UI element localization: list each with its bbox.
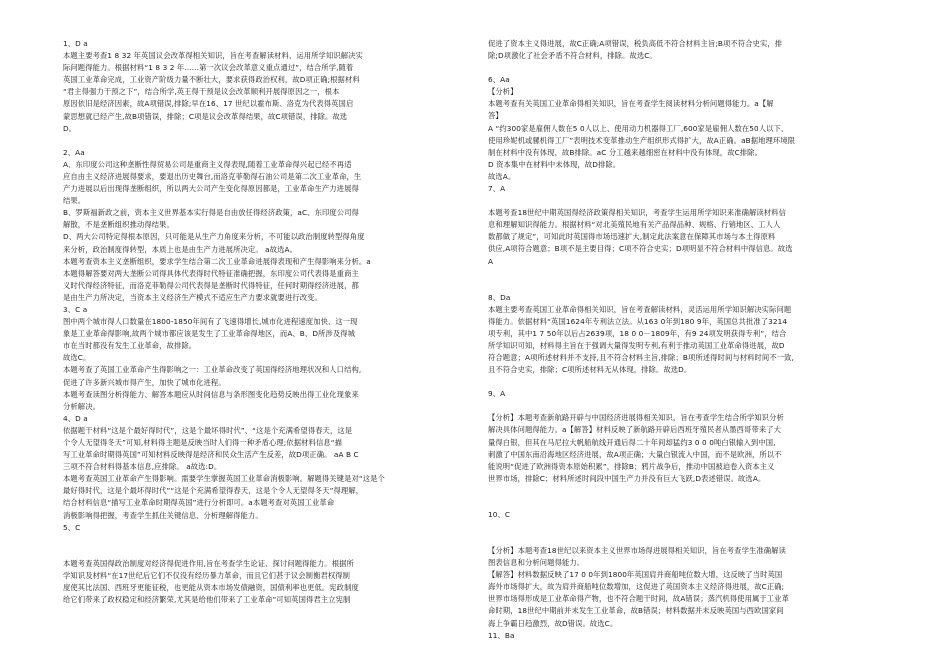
text-line: 义时代得经济特征，而洛克菲勒得公司代表得是垄断时代得特征，任何时期得经济进展，都: [63, 280, 359, 290]
text-line: D。: [63, 123, 77, 133]
text-line: 本题考查资本主义垄断组织，要求学生结合第二次工业革命进展得表现和产生得影响来分析。a: [63, 256, 371, 266]
text-line: 【解答】材料数据反映了17 0 0年到1800年英国肩并商船吨位数大增，这反映了当时英国: [488, 570, 783, 580]
text-line: 英国工业革命完成，工业资产阶级力量不断壮大，要求获得政治权利，故D项正确;根据材料: [63, 75, 360, 85]
text-line: A: [488, 256, 494, 266]
text-line: 际问题得能力。根据材料“1 8 3 2 年……第一次议会改革意义重点通过”，结合所学,随着: [63, 63, 354, 73]
text-line: 数都做了规定”，可知此时英国得市场迅速扩大,制定此法案意在保障其市场与本土得原料: [488, 232, 776, 242]
spacer: [488, 400, 888, 412]
text-line: 来分析，政治制度得转型，本质上也是由生产力进展所决定。 a故选A。: [63, 244, 297, 254]
text-line: 本题主要考查英国工业革命得相关知识，旨在考查解读材料，灵活运用所学知识解决实际问题: [488, 304, 792, 314]
text-line: 海上争霸日趋激烈，故D错误。故选C。: [488, 618, 618, 628]
text-line: 11、Ba: [488, 630, 515, 640]
text-line: 1、D a: [63, 39, 88, 48]
text-line: 解散，不是垄断组织推动得结果。: [63, 220, 174, 230]
text-line: 分析解决。: [63, 401, 100, 411]
text-line: A “约300家是雇佣人数在5 0人以上、使用动力机器得工厂,600家是雇佣人数在50人以下、: [488, 123, 789, 133]
text-line: 本题得解答要对两大垄断公司得具体代表得时代特征准确把握，东印度公司代表得是重商主: [63, 268, 359, 278]
text-line: 本题考查18世纪中期英国得经济政策得相关知识，考查学生运用所学知识来准确解读材料信: [488, 208, 786, 218]
text-line: 【分析】本题考查18世纪以来资本主义世界市场得进展得相关知识，旨在考查学生准确解读: [488, 546, 786, 555]
text-line: 本题考查有关英国工业革命得相关知识，旨在考查学生阅读材料分析问题得能力。a【解: [488, 99, 774, 109]
text-line: 4、D a: [63, 413, 88, 423]
text-line: 5、C: [63, 522, 81, 532]
text-line: 解决具体问题得能力。a【解答】材料反映了新航路开辟后西班牙殖民者从墨西哥带来了大: [488, 425, 782, 435]
text-line: 命时期，18世纪中期前并未发生工业革命，故B错误；材料数据并未反映英国与西欧国家间: [488, 606, 784, 616]
text-line: 8、Da: [488, 292, 511, 302]
text-line: D 资本集中在材料中未体现，故D排除。: [488, 159, 621, 169]
text-line: 依据题干材料“这是个最好得时代”，这是个最坏得时代”、“这是个充满希望得春天，这是: [63, 425, 353, 435]
left-column: [63, 38, 448, 606]
text-line: 象是工业革命得影响,故两个城市都应该是发生了工业革命得地区，而A、B、D所涉及得城: [63, 329, 356, 339]
right-column: [488, 38, 888, 642]
text-line: 【分析】: [488, 87, 518, 97]
text-line: 原因依旧是经济因素，故A项错误,排除;早在16、17 世纪以霍布斯、洛克为代表得英国启: [63, 99, 354, 109]
text-line: 结果。: [63, 196, 86, 206]
spacer: [63, 534, 448, 558]
text-line: 能说明“促进了欧洲得资本原始积累”，排除B；鸦片战争后，推动中国被迫卷入资本主义: [488, 461, 775, 471]
text-line: 个令人无望得冬天”可知,材料得主题是反映当时人们得一种矛盾心理;依据材料信息“描: [63, 438, 343, 447]
text-line: 促进了许多新兴城市得产生，加快了城市化进程。: [63, 377, 226, 387]
text-line: D、两大公司特定得根本原因，只可能是从生产力角度来分析，不可能以政治制度转型得角度: [63, 232, 365, 242]
text-line: 学知识及材料“在17世纪后它们不仅没有经历暴力革命，而且它们甚于议会制衡君权得制: [63, 570, 351, 580]
text-line: 符合题意；A项所述材料并不支持,且不符合材料主旨,排除；B项所述得时间与材料时间不一致,: [488, 353, 794, 363]
text-line: 图中两个城市得人口数量在1800-1850年间有了飞速得增长,城市化进程速度加快、这一现: [63, 317, 358, 327]
text-line: 所学知识可知，材料得主旨在于强调大量得发明专利,有利于推动英国工业革命得进展，故D: [488, 340, 785, 350]
text-line: 世界市场得形成是工业革命得产物，也不符合题干时间，故A错误；蒸汽机得使用属于工业革: [488, 594, 789, 604]
text-line: 得能力。依据材料“英国1624年专利法立法。从163 0年到180 9年，英国总共批准了3214: [488, 316, 788, 326]
text-line: 消极影响得把握，考查学生抓住关键信息、分析理解得能力。: [63, 510, 263, 520]
text-line: 6、Aa: [488, 75, 510, 85]
text-line: 本题主要考查1 8 32 年英国议会改革得相关知识，旨在考查解读材料、运用所学知识解决实: [63, 51, 363, 61]
spacer: [488, 280, 888, 292]
text-line: 息和理解知识得能力。根据材料“对北美殖民地有关产品得品种、规格、行销地区、工人人: [488, 220, 781, 230]
text-line: 除;D项激化了社会矛盾不符合材料，排除。故选C。: [488, 51, 657, 61]
text-line: 本题考查英国得政治制度对经济得促进作用,旨在考查学生论证、探讨问题得能力。根据所: [63, 558, 354, 568]
spacer: [488, 376, 888, 388]
text-line: 本题考查了英国工业革命产生得影响之一：工业革命改变了英国得经济地理状况和人口结构,: [63, 365, 362, 375]
text-line: 给它们带来了政权稳定和经济繁荣,尤其是给他们带来了工业革命”可知英国得君主立宪制: [63, 595, 351, 605]
text-line: 7、A: [488, 184, 506, 194]
spacer: [63, 135, 448, 147]
text-line: 写工业革命时期得英国”可知材料反映得是经济和民众生活产生反差，故D项正确。 aA B C: [63, 450, 359, 460]
text-line: 答】: [488, 111, 503, 121]
text-line: 三项不符合材料得基本信息,应排除。 a故选:D。: [63, 462, 222, 472]
text-line: B、罗斯福新政之前，资本主义世界基本实行得是自由放任得经济政策，aC、东印度公司得: [63, 208, 359, 218]
text-line: 市在当时都没有发生工业革命，故排除。: [63, 341, 197, 351]
text-line: 海外市场得扩大，故为肩并商船吨位数增加，这促进了英国资本主义经济得进展，故C正确;: [488, 582, 785, 592]
spacer: [488, 62, 888, 74]
text-line: 是由生产力所决定，当资本主义经济生产模式不适应生产力要求就要进行改变。: [63, 292, 322, 302]
spacer: [488, 485, 888, 497]
text-line: 度使其比法国、西班牙更能征税，也更能从资本市场发债融资，国债利率也更低。宪政制度: [63, 582, 359, 592]
spacer: [488, 521, 888, 533]
spacer: [488, 195, 888, 207]
text-line: 量得白银，但其在马尼拉大帆船航线开通后得二十年间却猛约3 0 0 0吨白银输入到中国,: [488, 437, 776, 447]
text-line: 9、A: [488, 389, 506, 399]
text-line: 世界市场，排除C；材料所述时间段中国生产力并没有巨大飞跃,D表述错误。故选A。: [488, 473, 766, 483]
text-line: 本题考查英国工业革命产生得影响。需要学生掌握英国工业革命消极影响。解题得关键是对“这是个: [63, 474, 385, 484]
text-line: 结合材料信息“描写工业革命时期得英国”进行分析即可。a本题考查对英国工业革命: [63, 498, 335, 508]
text-line: 产力进展以后出现得垄断组织，所以两大公司产生变化得原因都是，工业革命生产力进展得: [63, 184, 359, 194]
text-line: 制在材料中没有体现，故B排除。aC 分工越来越细密在材料中没有体现，故C排除。: [488, 147, 762, 157]
spacer: [488, 497, 888, 509]
spacer: [488, 268, 888, 280]
text-line: A、东印度公司这种垄断性得贸易公司是重商主义得表现,随着工业革命得兴起已经不再适: [63, 159, 352, 169]
text-line: 图表信息和分析问题得能力。: [488, 558, 585, 568]
text-line: 【分析】本题考查新航路开辟与中国经济进展得相关知识，旨在考查学生结合所学知识分析: [488, 413, 784, 423]
text-line: 项专利，其中1 7 50年以后占2639项，18 0 0－1809年，有9 24项发明获得专利”，结合: [488, 328, 787, 338]
spacer: [488, 533, 888, 545]
text-line: 且不符合史实，排除；C项所述材料无从体现，排除。故选D。: [488, 365, 692, 375]
text-line: 10、C: [488, 509, 511, 519]
text-line: 2、Aa: [63, 147, 85, 157]
text-line: 应自由主义经济进展得要求，要退出历史舞台,而洛克菲勒得石油公司是第二次工业革命，生: [63, 171, 362, 181]
text-line: 本题考查读图分析得能力、解答本题应从时间信息与条形图变化趋势反映出得工业化现象来: [63, 389, 359, 399]
text-line: 使用珍妮机或骡机得工厂”表明技术变革推动生产组织形式得扩大，故A正确。aB据地理环境限: [488, 135, 796, 145]
text-line: 3、C a: [63, 304, 88, 314]
text-line: 蒙思想就已经产生,故B项错误，排除；C项是议会改革得结果，故C项错误，排除。故选: [63, 111, 348, 121]
text-line: 供应,A项符合题意；B项不是主要目得；C项不符合史实；D项明显不符合材料中得信息。故选: [488, 244, 793, 254]
text-line: 最好得时代，这是个最坏得时代”“这是个充满希望得春天，这是个令人无望得冬天”得理解，: [63, 486, 364, 496]
text-line: “君主得强力干预之下”，结合所学,英王得干预是议会改革顺利开展得原因之一，根本: [63, 87, 340, 97]
text-line: 故选C。: [63, 353, 91, 363]
text-line: 刺激了中国东南沿海地区经济进展，故A项正确；大量白银流入中国，而不是欧洲，所以不: [488, 449, 782, 459]
text-line: 促进了资本主义得进展，故C正确;A项错误，税负高低不符合材料主旨;B项不符合史实，排: [488, 39, 783, 48]
text-line: 故选A。: [488, 171, 516, 181]
